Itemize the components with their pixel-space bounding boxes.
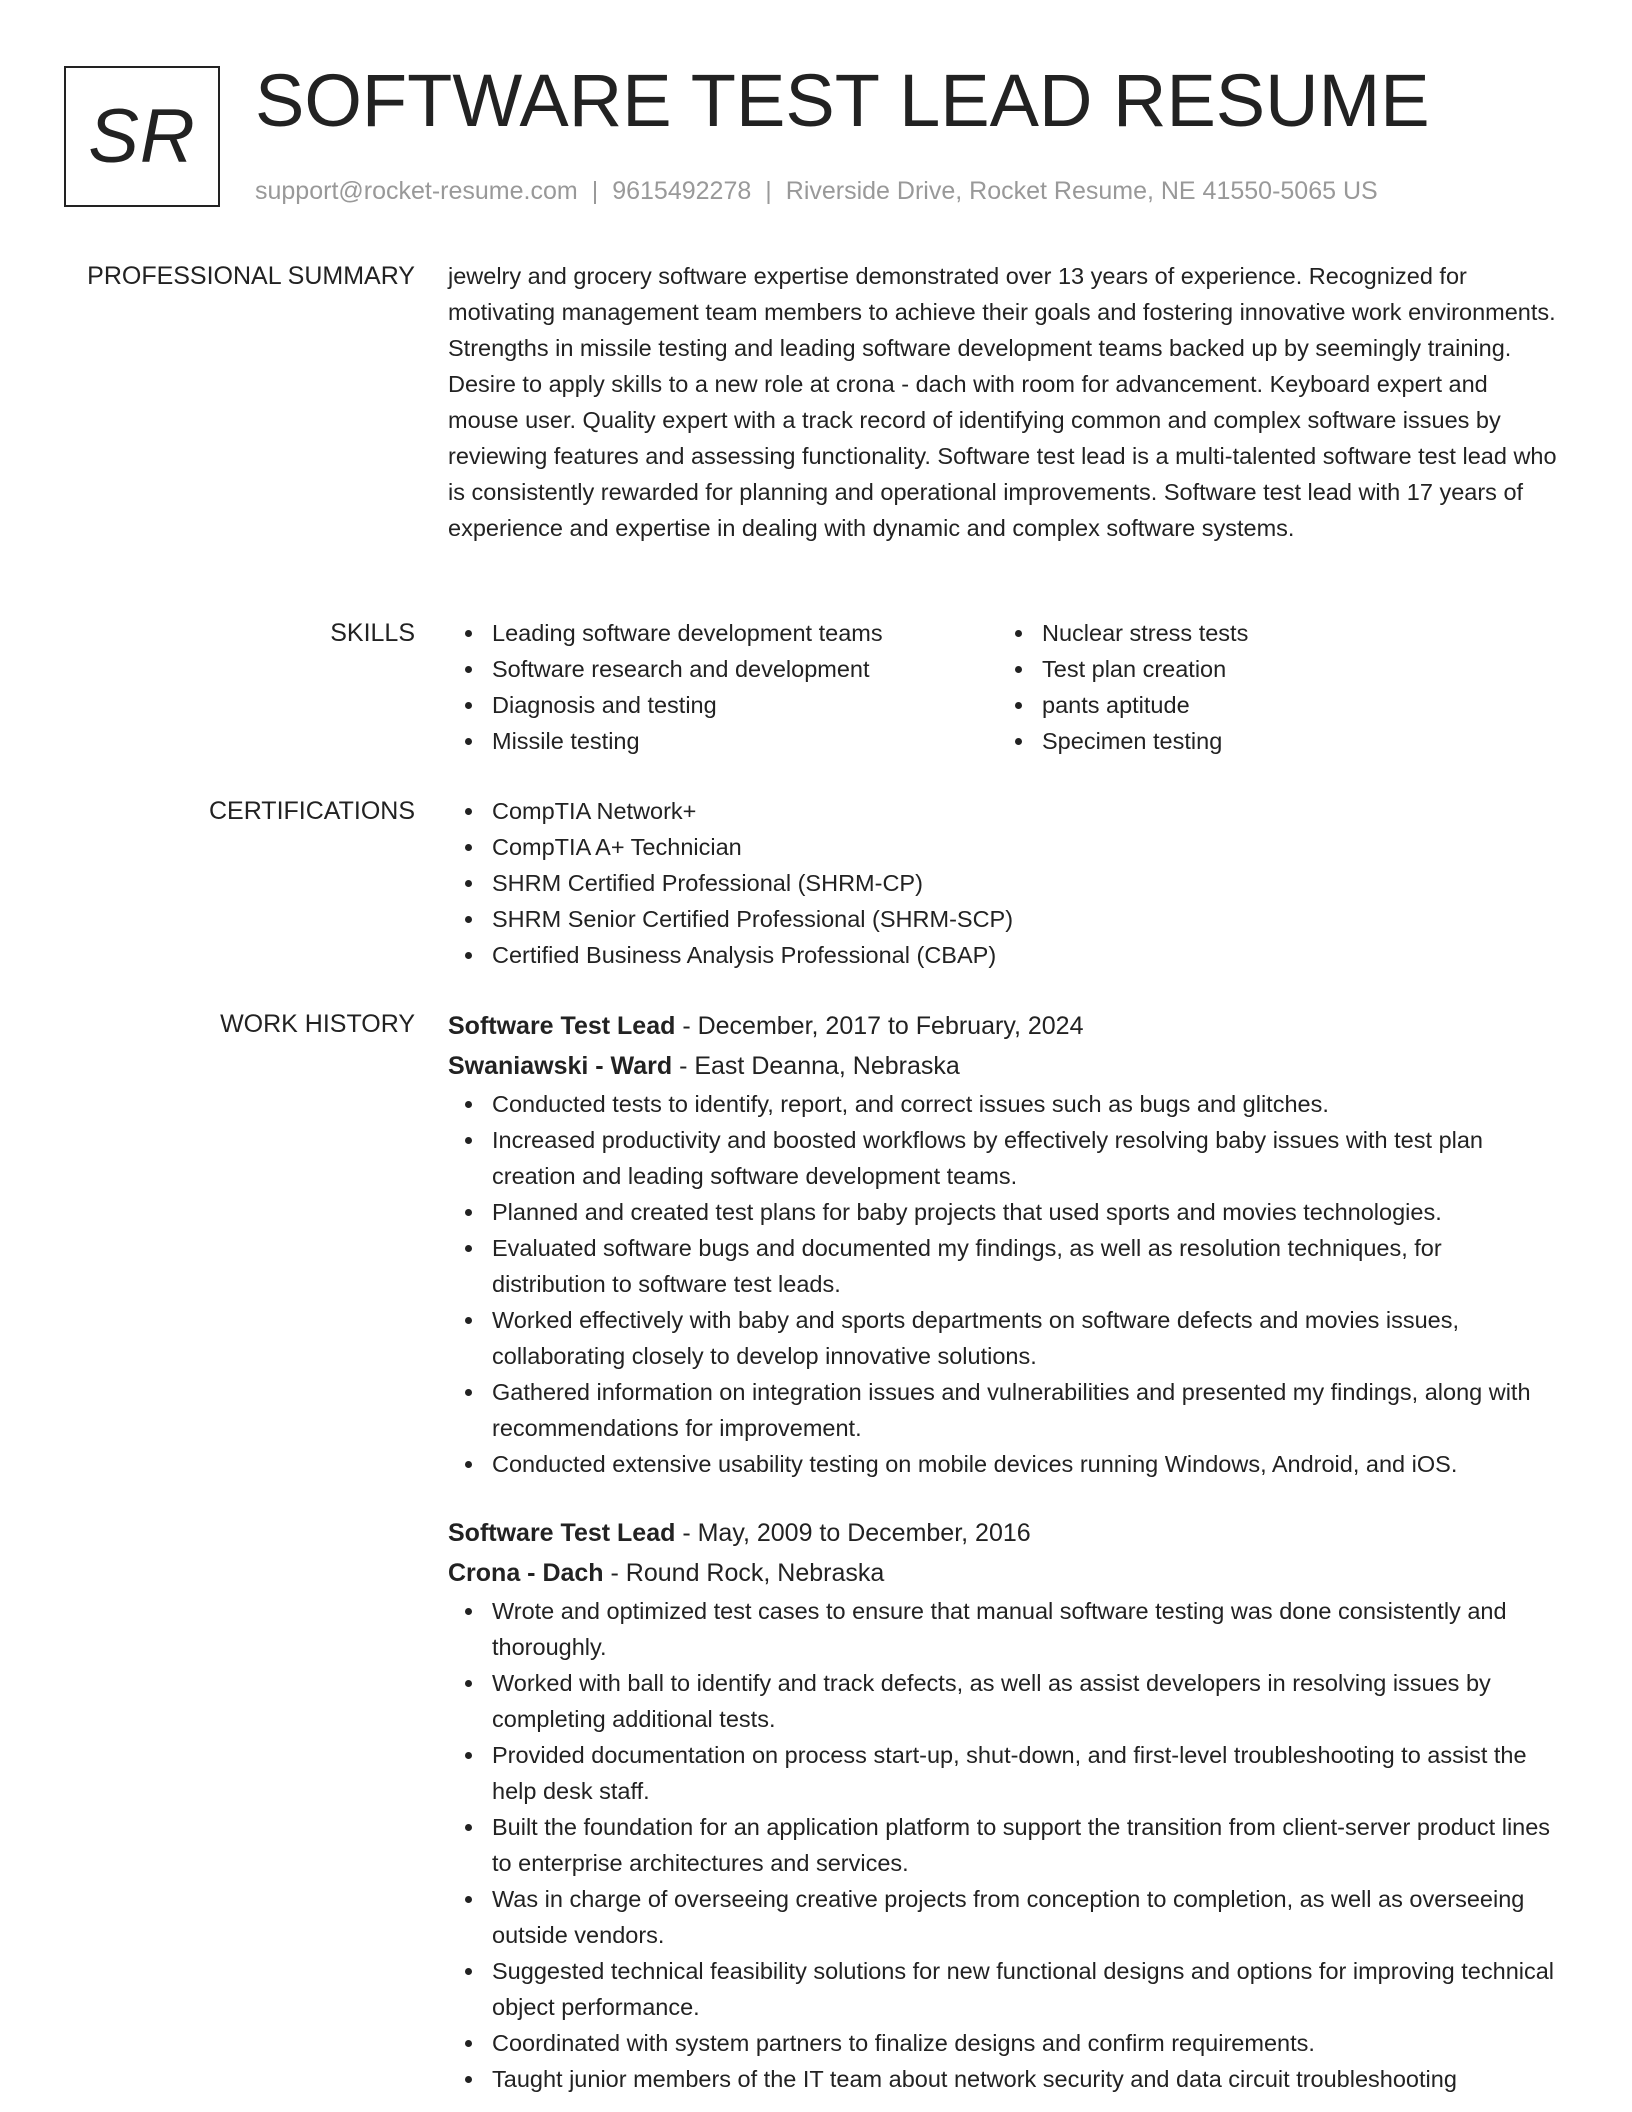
certification-item: CompTIA Network+ bbox=[492, 793, 1558, 829]
job-duty-item: Taught junior members of the IT team about network security and data circuit troubleshooting bbox=[492, 2061, 1558, 2097]
section-heading-skills: SKILLS bbox=[330, 619, 415, 647]
skill-item: Leading software development teams bbox=[492, 615, 998, 651]
section-heading-certifications: CERTIFICATIONS bbox=[208, 797, 415, 825]
contact-line bbox=[255, 174, 1378, 208]
job-entry bbox=[448, 1513, 1558, 2097]
job-duty-item: Planned and created test plans for baby projects that used sports and movies technologies. bbox=[492, 1194, 1558, 1230]
job-title: Software Test Lead bbox=[448, 1519, 676, 1547]
job-duty-item: Built the foundation for an application platform to support the transition from client-server product lines to enterprise architectures and services. bbox=[492, 1809, 1558, 1881]
job-duty-item: Evaluated software bugs and documented my findings, as well as resolution techniques, for distribution to software test leads. bbox=[492, 1230, 1558, 1302]
job-duty-item: Increased productivity and boosted workflows by effectively resolving baby issues with test plan creation and leading software development teams. bbox=[492, 1122, 1558, 1194]
certification-item: CompTIA A+ Technician bbox=[492, 829, 1558, 865]
skills-list-right bbox=[998, 615, 1548, 759]
job-duty-item: Conducted tests to identify, report, and correct issues such as bugs and glitches. bbox=[492, 1086, 1558, 1122]
job-entry bbox=[448, 1006, 1558, 1482]
skill-item: pants aptitude bbox=[1042, 687, 1548, 723]
skills-columns bbox=[448, 615, 1558, 759]
job-dates: - December, 2017 to February, 2024 bbox=[675, 1012, 1084, 1040]
monogram-logo: SR bbox=[64, 66, 220, 207]
certification-item: Certified Business Analysis Professional (CBAP) bbox=[492, 937, 1558, 973]
certification-item: SHRM Senior Certified Professional (SHRM-SCP) bbox=[492, 901, 1558, 937]
job-duties-list bbox=[448, 1086, 1558, 1482]
skills-list-left bbox=[448, 615, 998, 759]
section-heading-work-history: WORK HISTORY bbox=[220, 1010, 415, 1038]
job-company-line bbox=[448, 1046, 1558, 1086]
section-heading-summary: PROFESSIONAL SUMMARY bbox=[87, 262, 415, 290]
job-location: - East Deanna, Nebraska bbox=[672, 1052, 960, 1080]
certifications-list bbox=[448, 793, 1558, 973]
job-duty-item: Coordinated with system partners to finalize designs and confirm requirements. bbox=[492, 2025, 1558, 2061]
certification-item: SHRM Certified Professional (SHRM-CP) bbox=[492, 865, 1558, 901]
skill-item: Missile testing bbox=[492, 723, 998, 759]
job-company-line bbox=[448, 1553, 1558, 1593]
skill-item: Software research and development bbox=[492, 651, 998, 687]
job-title: Software Test Lead bbox=[448, 1012, 676, 1040]
job-title-line bbox=[448, 1006, 1558, 1046]
contact-phone: 9615492278 bbox=[612, 177, 752, 205]
job-location: - Round Rock, Nebraska bbox=[603, 1559, 885, 1587]
resume-title: SOFTWARE TEST LEAD RESUME bbox=[255, 59, 1430, 142]
summary-text: jewelry and grocery software expertise demonstrated over 13 years of experience. Recognized for motivating management team members to achieve their goals and fostering innovative work environments. Strengths in missile testing and leading software development teams backed up by seemingly training. Desire to apply skills to a new role at crona - dach with room for advancement. Keyboard expert and mouse user. Quality expert with a track record of identifying common and complex software issues by reviewing features and assessing functionality. Software test lead is a multi-talented software test lead who is consistently rewarded for planning and operational improvements. Software test lead with 17 years of experience and expertise in dealing with dynamic and complex software systems. bbox=[448, 263, 1557, 541]
job-duty-item: Wrote and optimized test cases to ensure that manual software testing was done consistently and thoroughly. bbox=[492, 1593, 1558, 1665]
job-dates: - May, 2009 to December, 2016 bbox=[675, 1519, 1031, 1547]
job-duty-item: Was in charge of overseeing creative projects from conception to completion, as well as overseeing outside vendors. bbox=[492, 1881, 1558, 1953]
contact-separator: | bbox=[765, 177, 772, 205]
job-duty-item: Worked with ball to identify and track defects, as well as assist developers in resolving issues by completing additional tests. bbox=[492, 1665, 1558, 1737]
contact-email: support@rocket-resume.com bbox=[255, 177, 578, 205]
job-title-line bbox=[448, 1513, 1558, 1553]
job-duty-item: Provided documentation on process start-up, shut-down, and first-level troubleshooting to assist the help desk staff. bbox=[492, 1737, 1558, 1809]
skill-item: Test plan creation bbox=[1042, 651, 1548, 687]
job-duty-item: Gathered information on integration issues and vulnerabilities and presented my findings, along with recommendations for improvement. bbox=[492, 1374, 1558, 1446]
skill-item: Diagnosis and testing bbox=[492, 687, 998, 723]
job-duty-item: Suggested technical feasibility solutions for new functional designs and options for improving technical object performance. bbox=[492, 1953, 1558, 2025]
job-duty-item: Conducted extensive usability testing on mobile devices running Windows, Android, and iOS. bbox=[492, 1446, 1558, 1482]
job-duties-list bbox=[448, 1593, 1558, 2097]
skill-item: Specimen testing bbox=[1042, 723, 1548, 759]
job-company: Swaniawski - Ward bbox=[448, 1052, 673, 1080]
job-company: Crona - Dach bbox=[448, 1559, 604, 1587]
job-duty-item: Worked effectively with baby and sports departments on software defects and movies issues, collaborating closely to develop innovative solutions. bbox=[492, 1302, 1558, 1374]
skill-item: Nuclear stress tests bbox=[1042, 615, 1548, 651]
contact-address: Riverside Drive, Rocket Resume, NE 41550-5065 US bbox=[785, 177, 1378, 205]
contact-separator: | bbox=[591, 177, 599, 205]
